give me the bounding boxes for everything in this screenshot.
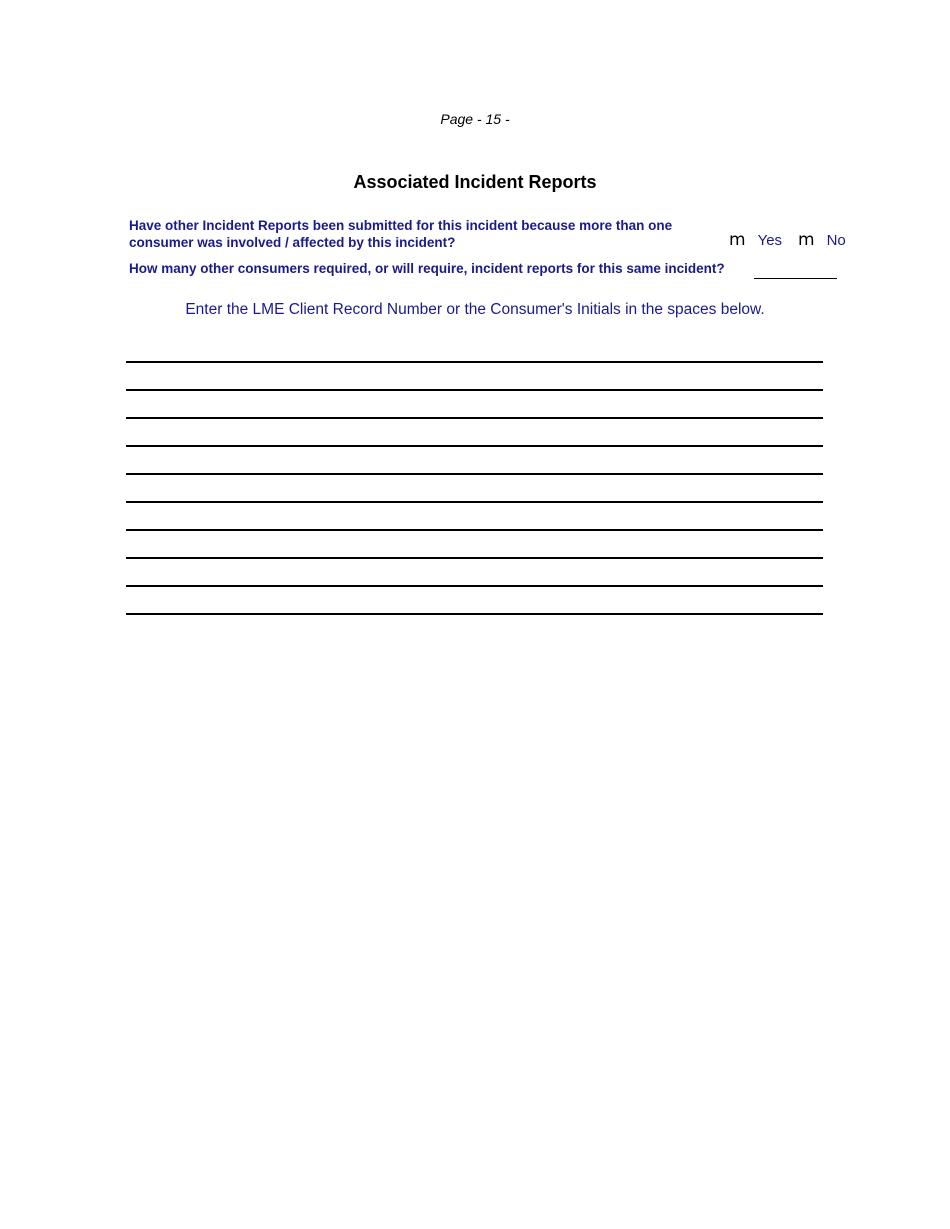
record-entry-line-10[interactable] (126, 613, 823, 615)
record-entry-line-7[interactable] (126, 529, 823, 531)
yes-label[interactable]: Yes (757, 231, 783, 249)
consumer-count-question: How many other consumers required, or will require, incident reports for this same incident? (129, 261, 725, 276)
other-reports-question-line1: Have other Incident Reports been submitted for this incident because more than one (129, 218, 673, 233)
page-title: Associated Incident Reports (353, 172, 597, 192)
record-entry-line-6[interactable] (126, 501, 823, 503)
no-option[interactable] (798, 230, 846, 250)
other-reports-question (129, 217, 719, 251)
record-entry-line-3[interactable] (126, 417, 823, 419)
record-entry-line-8[interactable] (126, 557, 823, 559)
record-entry-line-1[interactable] (126, 361, 823, 363)
page-number: Page - 15 - (440, 111, 510, 127)
consumer-count-field[interactable] (754, 262, 837, 279)
record-entry-line-2[interactable] (126, 389, 823, 391)
yes-radio-button[interactable]: m (729, 230, 746, 250)
no-label[interactable]: No (826, 231, 846, 249)
no-radio-button[interactable]: m (798, 230, 815, 250)
record-entry-line-5[interactable] (126, 473, 823, 475)
entry-instructions: Enter the LME Client Record Number or the Consumer's Initials in the spaces below. (185, 301, 765, 318)
record-entry-line-4[interactable] (126, 445, 823, 447)
yes-option[interactable] (729, 230, 782, 250)
record-entry-line-9[interactable] (126, 585, 823, 587)
other-reports-question-line2: consumer was involved / affected by this incident? (129, 235, 456, 250)
